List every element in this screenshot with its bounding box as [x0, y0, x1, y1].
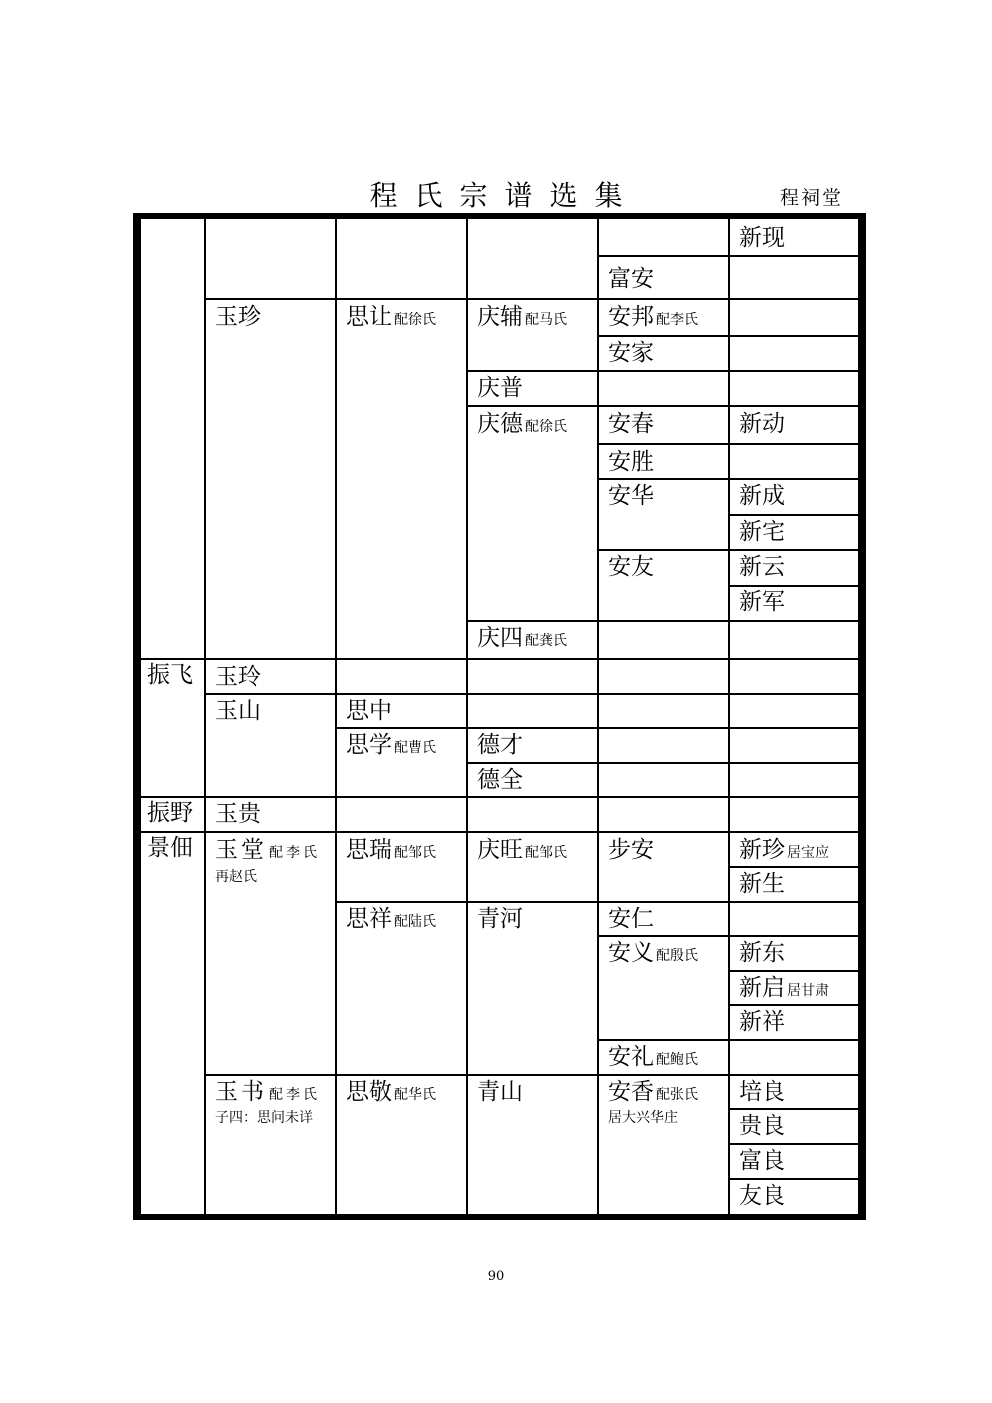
column-divider	[597, 219, 599, 1214]
name-cell: 玉贵	[215, 801, 261, 827]
name-cell	[346, 302, 436, 335]
name-cell: 新宅	[739, 519, 785, 545]
name-cell	[346, 730, 436, 763]
name-cell	[608, 1077, 698, 1110]
remark-note: 子四：思问未详	[215, 1110, 313, 1126]
name-cell: 新成	[739, 483, 785, 509]
name-cell	[346, 835, 436, 868]
column-divider	[204, 219, 206, 1214]
row-divider	[597, 478, 858, 480]
row-divider	[466, 620, 858, 622]
column-divider	[335, 219, 337, 1214]
row-divider	[466, 405, 858, 407]
spouse-note: 配陆氏	[394, 914, 436, 930]
name-cell: 新现	[739, 225, 785, 251]
page-number: 90	[487, 1269, 505, 1284]
person-name: 思敬	[346, 1079, 392, 1105]
name-cell	[739, 835, 829, 868]
spouse-note: 配徐氏	[394, 312, 436, 328]
spouse-note: 配李氏	[656, 312, 698, 328]
name-cell: 新动	[739, 411, 785, 437]
row-divider	[597, 1039, 858, 1041]
spouse-note: 配张氏	[656, 1087, 698, 1103]
row-divider	[141, 796, 858, 798]
spouse-note: 配马氏	[525, 312, 567, 328]
person-name: 新启	[739, 975, 785, 1001]
spouse-note: 配邹氏	[525, 845, 567, 861]
row-divider	[204, 1074, 858, 1076]
name-cell: 安胜	[608, 449, 654, 475]
person-name: 庆四	[477, 625, 523, 651]
name-cell: 青河	[477, 906, 523, 932]
column-divider	[466, 219, 468, 1214]
name-cell: 新云	[739, 554, 785, 580]
person-name: 庆旺	[477, 837, 523, 863]
name-cell: 玉玲	[215, 664, 261, 690]
row-divider	[204, 693, 858, 695]
person-name: 安香	[608, 1079, 654, 1105]
name-cell: 新生	[739, 871, 785, 897]
name-cell	[739, 973, 829, 1006]
residence-note: 居宝应	[787, 845, 829, 861]
spouse-note: 配李氏	[269, 845, 320, 861]
person-name: 思学	[346, 732, 392, 758]
name-cell: 安友	[608, 554, 654, 580]
row-divider	[597, 443, 858, 445]
remark-note: 再赵氏	[215, 869, 257, 885]
name-cell: 玉珍	[215, 304, 261, 330]
row-divider	[335, 727, 858, 729]
row-divider	[597, 335, 858, 337]
person-name: 思祥	[346, 906, 392, 932]
page-title: 程氏宗谱选集	[369, 179, 640, 212]
name-cell	[215, 835, 320, 868]
person-name: 思让	[346, 304, 392, 330]
row-divider	[466, 762, 858, 764]
row-divider	[141, 658, 858, 660]
row-divider	[597, 549, 858, 551]
name-cell: 富良	[739, 1148, 785, 1174]
person-name: 安邦	[608, 304, 654, 330]
row-divider	[728, 1143, 858, 1145]
name-cell: 新军	[739, 589, 785, 615]
name-cell: 安华	[608, 483, 654, 509]
name-cell	[477, 623, 567, 656]
remark-note: 居大兴华庄	[608, 1110, 678, 1126]
row-divider	[728, 970, 858, 972]
person-name: 庆辅	[477, 304, 523, 330]
row-divider	[728, 514, 858, 516]
name-cell: 友良	[739, 1183, 785, 1209]
column-divider	[728, 219, 730, 1214]
name-cell	[477, 409, 567, 442]
name-cell: 安家	[608, 340, 654, 366]
name-cell: 培良	[739, 1079, 785, 1105]
name-cell: 振飞	[147, 662, 193, 688]
name-cell	[477, 302, 567, 335]
name-cell: 德全	[477, 767, 523, 793]
name-cell: 景佃	[147, 835, 193, 861]
name-cell	[608, 302, 698, 335]
spouse-note: 配华氏	[394, 1087, 436, 1103]
row-divider	[597, 935, 858, 937]
name-cell: 玉山	[215, 698, 261, 724]
person-name: 玉书	[215, 1079, 267, 1105]
row-divider	[597, 255, 858, 257]
person-name: 安义	[608, 940, 654, 966]
spouse-note: 配殷氏	[656, 948, 698, 964]
person-name: 庆德	[477, 411, 523, 437]
name-cell: 富安	[608, 266, 654, 292]
spouse-note: 配龚氏	[525, 633, 567, 649]
spouse-note: 配鲍氏	[656, 1052, 698, 1068]
row-divider	[728, 1108, 858, 1110]
name-cell: 新祥	[739, 1009, 785, 1035]
name-cell	[608, 1042, 698, 1075]
name-cell: 思中	[346, 698, 392, 724]
name-cell	[477, 835, 567, 868]
name-cell: 振野	[147, 800, 193, 826]
name-cell: 步安	[608, 837, 654, 863]
row-divider	[335, 901, 858, 903]
person-name: 安礼	[608, 1044, 654, 1070]
spouse-note: 配徐氏	[525, 419, 567, 435]
spouse-note: 配邹氏	[394, 845, 436, 861]
person-name: 思瑞	[346, 837, 392, 863]
name-cell	[346, 1077, 436, 1110]
row-divider	[728, 1178, 858, 1180]
spouse-note: 配李氏	[269, 1087, 320, 1103]
name-cell	[215, 1077, 320, 1110]
name-cell: 新东	[739, 940, 785, 966]
name-cell: 贵良	[739, 1113, 785, 1139]
name-cell: 安仁	[608, 906, 654, 932]
name-cell	[346, 904, 436, 937]
spouse-note: 配曹氏	[394, 740, 436, 756]
person-name: 新珍	[739, 837, 785, 863]
row-divider	[141, 831, 858, 833]
name-cell	[608, 938, 698, 971]
row-divider	[466, 370, 858, 372]
name-cell: 德才	[477, 732, 523, 758]
name-cell: 庆普	[477, 375, 523, 401]
name-cell: 安春	[608, 411, 654, 437]
name-cell: 青山	[477, 1079, 523, 1105]
residence-note: 居甘肃	[787, 983, 829, 999]
hall-name: 程祠堂	[780, 187, 844, 209]
row-divider	[204, 298, 858, 300]
person-name: 玉堂	[215, 837, 267, 863]
